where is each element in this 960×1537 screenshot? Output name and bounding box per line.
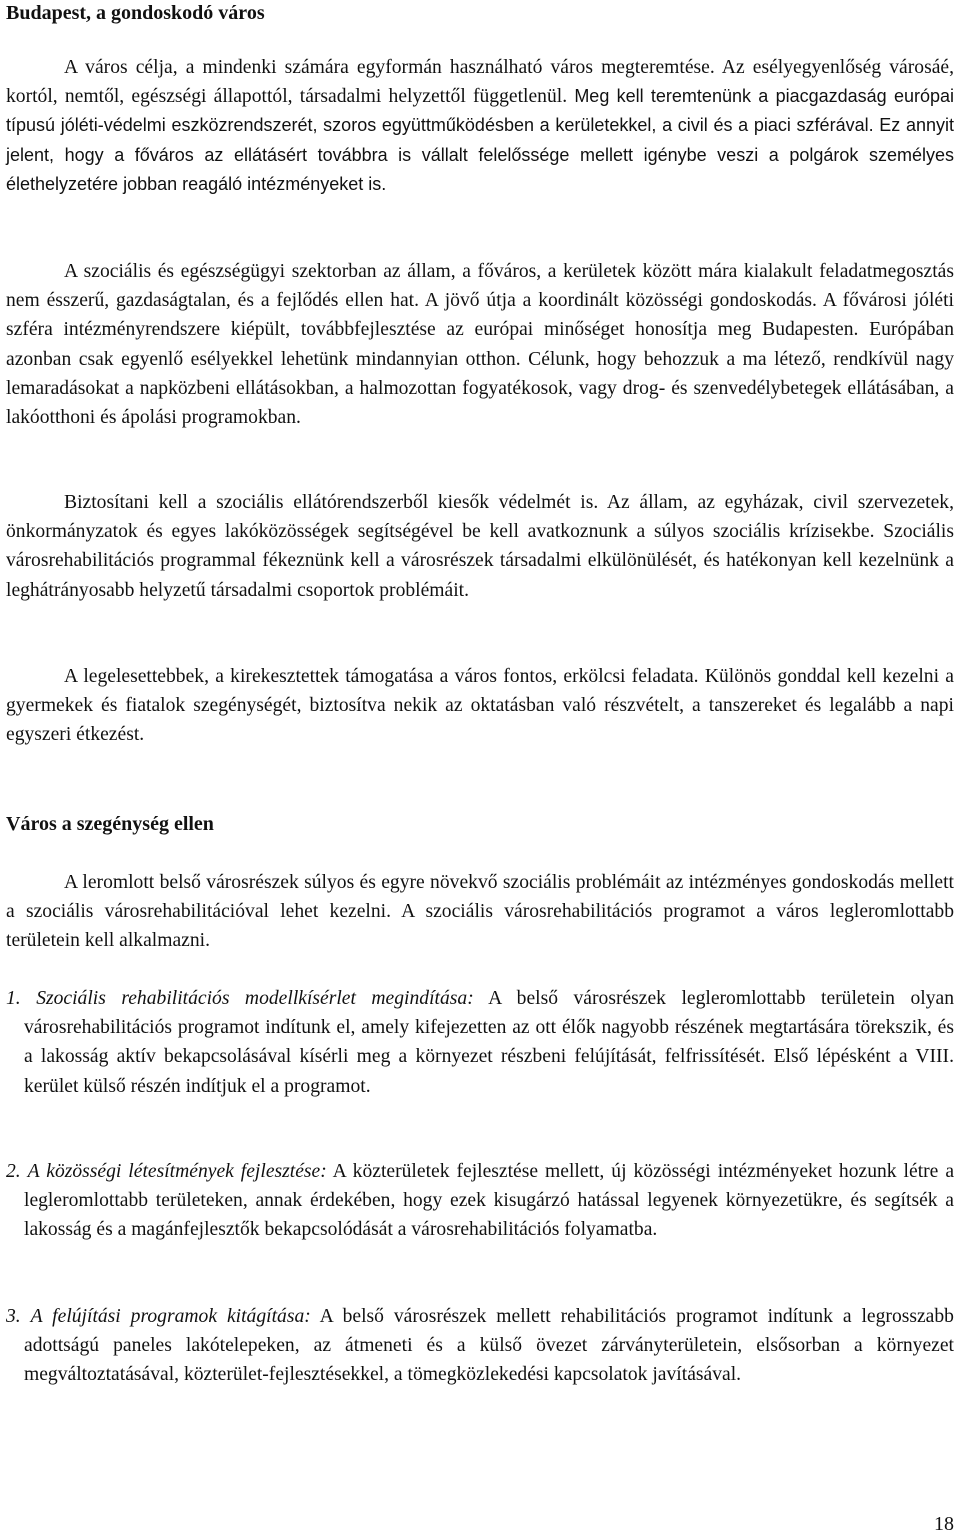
paragraph-vedelem: Biztosítani kell a szociális ellátórendszerből kiesők védelmét is. Az állam, az egyházak, civil szervezetek, önkormányzatok és egyes lakóközösségek segítségével be kell avatkoznunk a súlyos szociális krízisekbe. Szociális városrehabilitációs programmal fékeznünk kell a városrészek társadalmi elkülönülését, és hatékonyan kell kezelnünk a leghátrányosabb helyzetű társadalmi csoportok problémáit. [6,492,954,601]
list-item-3 [6,1302,954,1390]
list-item-1 [6,984,954,1101]
list-item-label: A felújítási programok kitágítása: [30,1306,311,1327]
paragraph-leromlott: A leromlott belső városrészek súlyos és egyre növekvő szociális problémáit az intézményes gondoskodás mellett a szociális városrehabilitációval lehet kezelni. A szociális városrehabilitációs programot a város legleromlottabb területein kell alkalmazni. [6,872,954,952]
paragraph-legelesettebbek: A legelesettebbek, a kirekesztettek támogatása a város fontos, erkölcsi feladata. Különös gonddal kell kezelni a gyermekek és fiatalok szegénységét, biztosítva nekik az oktatásban való részvételt, a tanszereket és legalább a napi egyszeri étkezést. [6,666,954,746]
list-item-text: A belső városrészek mellett rehabilitációs programot indítunk a legrosszabb adottságú paneles lakótelepeken, az átmeneti és a külső övezet zárványterületein, elsősorban a környezet megváltoztatásával, közterület-fejlesztésekkel, a tömegközlekedési kapcsolatok javításával. [24,1306,954,1386]
list-item-text: A közterületek fejlesztése mellett, új közösségi intézményeket hozunk létre a legleromlottabb területeken, annak érdekében, hogy ezek kisugárzó hatással legyenek környezetükre, és segítsék a lakosság és a magánfejlesztők bekapcsolódását a városrehabilitációs folyamatba. [24,1161,955,1241]
paragraph-esely [6,53,954,199]
list-item-label: Szociális rehabilitációs modellkísérlet megindítása: [36,988,474,1009]
section-title-szegenyseg: Város a szegénység ellen [6,813,214,835]
page-number: 18 [934,1513,954,1535]
list-item-label: A közösségi létesítmények fejlesztése: [27,1161,327,1182]
list-item-number: 2. [6,1161,21,1182]
list-item-number: 3. [6,1306,21,1327]
list-item-number: 1. [6,988,21,1009]
paragraph-szocialis-szektor: A szociális és egészségügyi szektorban az állam, a főváros, a kerületek között mára kialakult feladatmegosztás nem ésszerű, gazdaságtalan, és a fejlődés ellen hat. A jövő útja a koordinált közösségi gondoskodás. A fővárosi jóléti szféra intézményrendszere kiépült, továbbfejlesztése az európai minőséget honosítja meg Budapesten. Európában azonban csak egyenlő esélyekkel lehetünk mindannyian otthon. Célunk, hogy behozzuk a ma létező, rendkívül nagy lemaradásokat a napközbeni ellátásokban, a halmozottan fogyatékosok, vagy drog- és szenvedélybetegek ellátásában, a lakóotthoni és ápolási programokban. [6,261,954,429]
paragraph-esely-sans: Meg kell teremtenünk a piacgazdaság európai típusú jóléti-védelmi eszközrendszerét, szoros együttműködésben a kerületekkel, a civil és a piaci szférával. Ez annyit jelent, hogy a főváros az ellátásért továbbra is vállalt felelőssége mellett igénybe veszi a polgárok személyes élethelyzetére jobban reagáló intézményeket is. [6,86,954,194]
list-item-2 [6,1157,954,1245]
section-title-gondoskodo: Budapest, a gondoskodó város [6,2,265,24]
paragraph-esely-intro: A város célja, a mindenki számára egyformán használható város megteremtése. Az esélyegyenlőség városáé, kortól, nemtől, egészségi állapottól, társadalmi helyzettől függetlenül. [6,57,954,108]
list-item-text: A belső városrészek legleromlottabb területein olyan városrehabilitációs programot indítunk el, amely kifejezetten az ott élők nagyobb részének megtartására törekszik, és a lakosság aktív bekapcsolásával kísérli meg a környezet részbeni felújítását, felfrissítését. Első lépésként a VIII. kerület külső részén indítjuk el a programot. [24,988,954,1097]
